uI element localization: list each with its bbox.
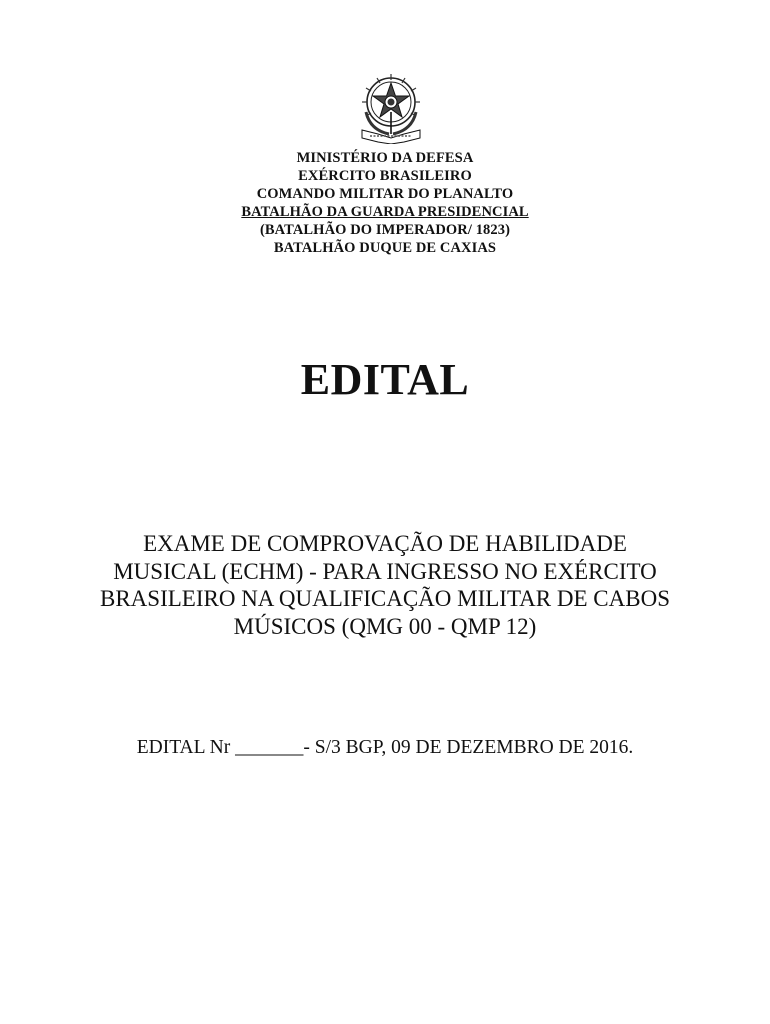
coat-of-arms-icon (356, 72, 426, 144)
subject-line-2: MUSICAL (ECHM) - PARA INGRESSO NO EXÉRCITO (113, 558, 657, 584)
subject-line-3: BRASILEIRO NA QUALIFICAÇÃO MILITAR DE CABOS (100, 586, 670, 611)
header-line-army: EXÉRCITO BRASILEIRO (298, 168, 472, 184)
subject-line-4: MÚSICOS (QMG 00 - QMP 12) (233, 613, 537, 639)
header-line-ministry: MINISTÉRIO DA DEFESA (296, 150, 474, 166)
institution-header (0, 149, 770, 257)
header-line-caxias: BATALHÃO DUQUE DE CAXIAS (273, 240, 497, 256)
subject-line-1: EXAME DE COMPROVAÇÃO DE HABILIDADE (143, 531, 627, 556)
edital-number: EDITAL Nr _______- S/3 BGP, 09 DE DEZEMBRO DE 2016. (136, 737, 634, 758)
document-subject (60, 530, 710, 640)
header-line-battalion: BATALHÃO DA GUARDA PRESIDENCIAL (241, 204, 529, 220)
document-title: EDITAL (300, 355, 470, 404)
header-line-imperial: (BATALHÃO DO IMPERADOR/ 1823) (259, 222, 511, 238)
header-line-command: COMANDO MILITAR DO PLANALTO (256, 186, 514, 202)
